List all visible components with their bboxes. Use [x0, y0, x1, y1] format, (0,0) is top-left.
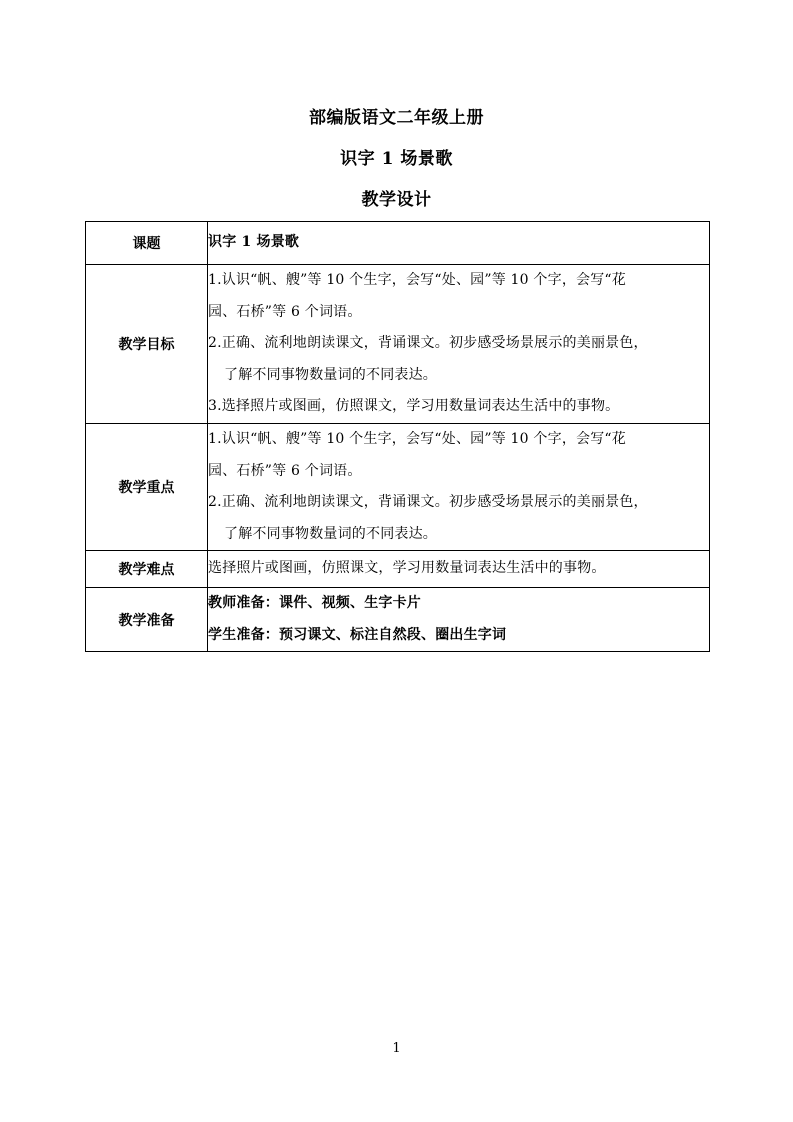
- lesson-title: 识字 1 场景歌: [340, 149, 453, 169]
- goals-line: 1.认识“帆、艘”等 10 个生字，会写“处、园”等 10 个字，会写“花: [208, 272, 626, 289]
- key-points-line: 1.认识“帆、艘”等 10 个生字，会写“处、园”等 10 个字，会写“花: [208, 431, 626, 447]
- topic-cell: [208, 222, 710, 265]
- table-row-goals: [86, 265, 710, 424]
- goals-line: 2.正确、流利地朗读课文，背诵课文。初步感受场景展示的美丽景色，: [208, 335, 648, 352]
- key-points-cell: [208, 424, 710, 551]
- goals-cell: [208, 265, 710, 424]
- table-row-key-points: [86, 424, 710, 551]
- goals-line: 3.选择照片或图画，仿照课文，学习用数量词表达生活中的事物。: [208, 398, 620, 415]
- book-title: 部编版语文二年级上册: [309, 108, 484, 128]
- document-type-title: 教学设计: [361, 190, 432, 210]
- difficulties-value: 选择照片或图画，仿照课文，学习用数量词表达生活中的事物。: [208, 560, 606, 577]
- key-points-line: 园、石桥”等 6 个词语。: [208, 462, 362, 479]
- topic-value: 识字 1 场景歌: [208, 234, 300, 251]
- goals-line: 了解不同事物数量词的不同表达。: [224, 366, 437, 383]
- topic-label: 课题: [86, 222, 208, 265]
- table-row-difficulties: [86, 551, 710, 588]
- key-points-line: 了解不同事物数量词的不同表达。: [224, 525, 437, 542]
- key-points-label: 教学重点: [86, 424, 208, 551]
- key-points-line: 2.正确、流利地朗读课文，背诵课文。初步感受场景展示的美丽景色，: [208, 494, 648, 510]
- goals-line: 园、石桥”等 6 个词语。: [208, 303, 362, 320]
- preparation-cell: [208, 588, 710, 652]
- goals-label: 教学目标: [86, 265, 208, 424]
- teacher-preparation: 教师准备：课件、视频、生字卡片: [208, 595, 421, 611]
- table-row-topic: [86, 222, 710, 265]
- page-number: 1: [392, 1041, 401, 1056]
- table-row-preparation: [86, 588, 710, 652]
- difficulties-label: 教学难点: [86, 551, 208, 588]
- student-preparation: 学生准备：预习课文、标注自然段、圈出生字词: [208, 626, 507, 643]
- preparation-label: 教学准备: [86, 588, 208, 652]
- lesson-plan-table: [85, 221, 710, 652]
- difficulties-cell: [208, 551, 710, 588]
